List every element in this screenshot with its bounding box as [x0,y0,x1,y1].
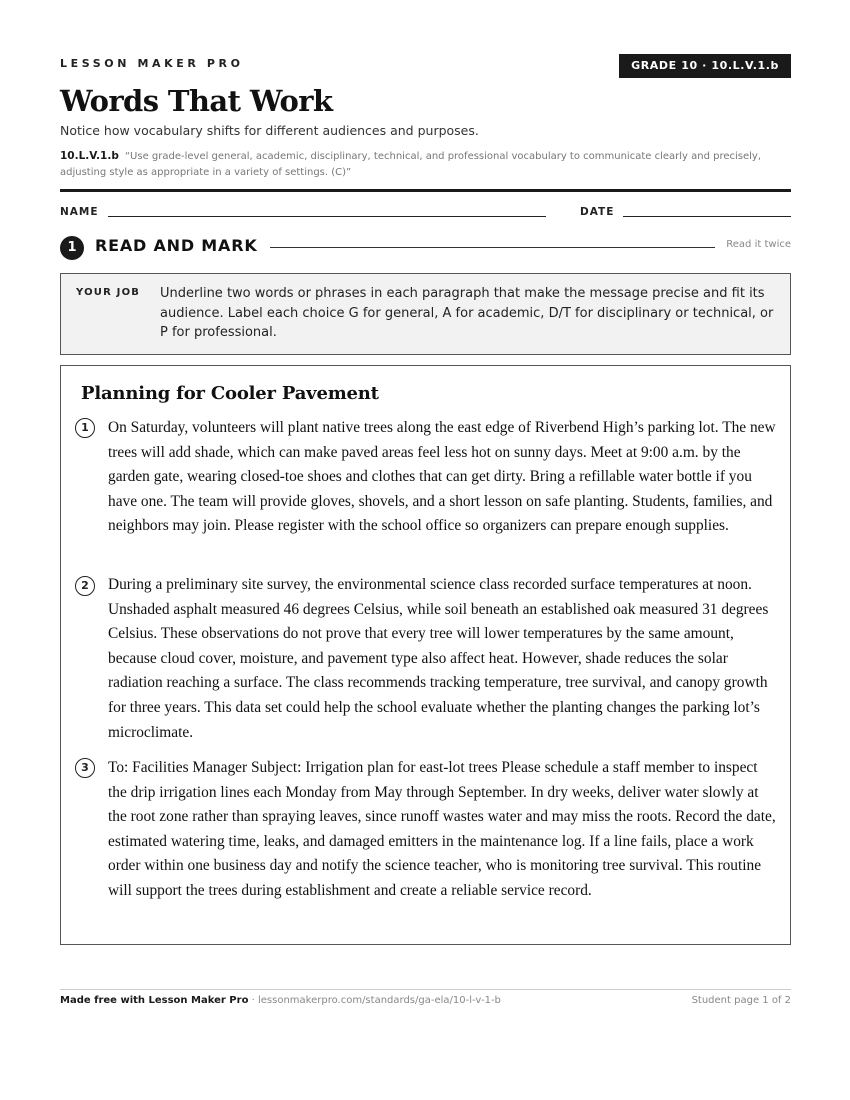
reading-passage [60,365,791,945]
name-field[interactable] [108,216,546,217]
header-divider [60,189,791,192]
date-field[interactable] [623,216,791,217]
footer-credit [60,995,501,1006]
section-note: Read it twice [726,239,791,250]
instructions-label: YOUR JOB [76,287,141,298]
name-label: NAME [60,206,99,218]
brand-name: LESSON MAKER PRO [60,57,244,70]
page-title: Words That Work [60,84,333,118]
paragraph-2: During a preliminary site survey, the environmental science class recorded surface temperatures at noon. Unshaded asphalt measured 46 degrees Celsius, while soil beneath an established oak measured 31 degrees Celsius. These observations do not prove that every tree will lower temperatures by the same amount, because cloud cover, moisture, and pavement type also affect heat. However, shade reduces the solar radiation reaching a surface. The class recommends tracking temperature, tree survival, and canopy growth for three years. This data set could help the school evaluate whether the planting changes the parking lot’s microclimate. [108,576,769,741]
section-number-badge: 1 [60,236,84,260]
paragraph-number-3: 3 [75,758,95,778]
instructions-box [60,273,791,355]
paragraph-number-1: 1 [75,418,95,438]
section-divider [270,247,715,248]
section-title: READ AND MARK [95,236,258,255]
instructions-text: Underline two words or phrases in each paragraph that make the message precise and fit its audience. Label each choice G for general, A for academic, D/T for disciplinary or technical, or P for professional. [160,286,774,340]
standard-code: 10.L.V.1.b [60,150,119,162]
paragraph-3: To: Facilities Manager Subject: Irrigation plan for east-lot trees Please schedule a staff member to inspect the drip irrigation lines each Monday from May through September. In dry weeks, deliver water slowly at the root zone rather than spraying leaves, since runoff wastes water and may miss the roots. Record the date, estimated watering time, leaks, and damaged emitters in the maintenance log. If a line fails, place a work order within one business day and notify the science teacher, who is monitoring tree survival. This routine will support the trees during establishment and create a reliable service record. [108,759,776,899]
standard-description [60,148,791,181]
footer-url[interactable]: · lessonmakerpro.com/standards/ga-ela/10-l-v-1-b [248,995,501,1006]
worksheet-page [60,0,791,1100]
date-label: DATE [580,206,615,218]
footer-divider [60,989,791,990]
page-subtitle: Notice how vocabulary shifts for different audiences and purposes. [60,123,479,138]
paragraph-1: On Saturday, volunteers will plant native trees along the east edge of Riverbend High’s parking lot. The new trees will add shade, which can make paved areas feel less hot on sunny days. Meet at 9:00 a.m. by the garden gate, wearing closed-toe shoes and clothes that can get dirty. Bring a refillable water bottle if you have one. The team will provide gloves, shovels, and a short lesson on safe planting. Students, families, and neighbors may join. Please register with the school office so organizers can prepare enough supplies. [108,419,776,535]
grade-badge: GRADE 10 · 10.L.V.1.b [619,54,791,78]
footer-made-with: Made free with Lesson Maker Pro [60,995,249,1006]
standard-text: “Use grade-level general, academic, disciplinary, technical, and professional vocabulary to communicate clearly and precisely, adjusting style as appropriate in a variety of settings. (C)” [60,151,762,178]
footer-page-number: Student page 1 of 2 [691,995,791,1006]
paragraph-number-2: 2 [75,576,95,596]
passage-title: Planning for Cooler Pavement [81,383,379,404]
